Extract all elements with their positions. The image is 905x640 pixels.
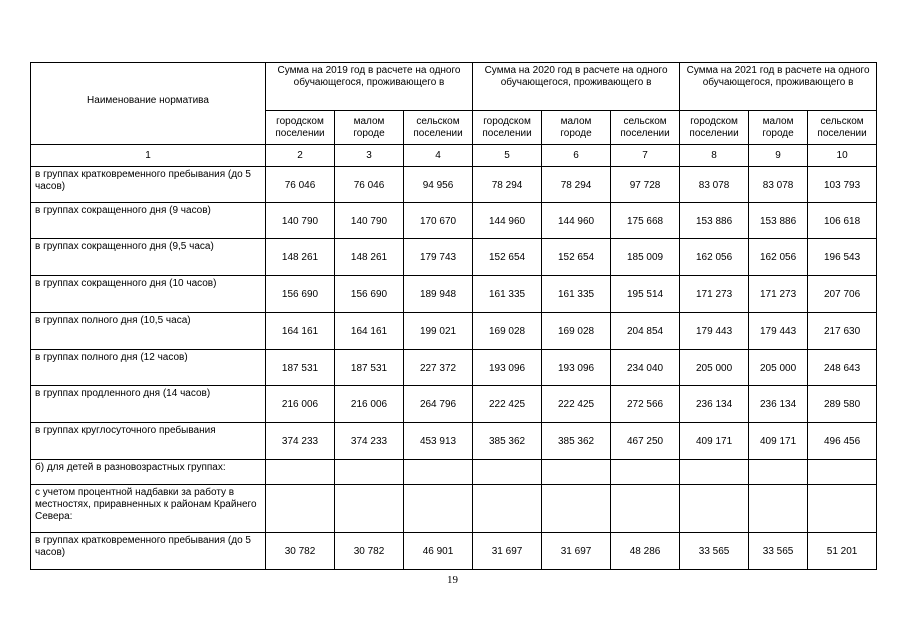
year-2021-header: Сумма на 2021 год в расчете на одного обучающегося, проживающего в [680,63,877,111]
value-cell: 171 273 [680,276,749,313]
value-cell: 222 425 [473,386,542,423]
value-cell: 453 913 [404,423,473,460]
row-label: в группах сокращенного дня (9,5 часа) [31,239,266,276]
table-row [31,239,877,276]
value-cell: 170 670 [404,203,473,239]
value-cell: 153 886 [680,203,749,239]
value-cell: 140 790 [266,203,335,239]
value-cell: 264 796 [404,386,473,423]
row-label: в группах полного дня (12 часов) [31,350,266,386]
subheader-cell: сельском поселении [404,111,473,145]
value-cell [473,485,542,533]
value-cell: 217 630 [808,313,877,350]
row-label: в группах продленного дня (14 часов) [31,386,266,423]
table-row [31,485,877,533]
value-cell [473,460,542,485]
value-cell: 144 960 [473,203,542,239]
value-cell: 409 171 [749,423,808,460]
value-cell: 195 514 [611,276,680,313]
row-label: в группах полного дня (10,5 часа) [31,313,266,350]
table-row [31,460,877,485]
table-row [31,386,877,423]
value-cell: 103 793 [808,167,877,203]
value-cell [404,485,473,533]
column-number: 9 [749,145,808,167]
row-label: в группах круглосуточного пребывания [31,423,266,460]
value-cell: 222 425 [542,386,611,423]
year-2020-header: Сумма на 2020 год в расчете на одного обучающегося, проживающего в [473,63,680,111]
value-cell: 164 161 [266,313,335,350]
value-cell: 30 782 [335,533,404,570]
value-cell: 205 000 [749,350,808,386]
column-number: 8 [680,145,749,167]
column-number: 5 [473,145,542,167]
column-number: 6 [542,145,611,167]
value-cell: 187 531 [335,350,404,386]
column-number-row [31,145,877,167]
value-cell: 189 948 [404,276,473,313]
value-cell: 78 294 [473,167,542,203]
value-cell: 234 040 [611,350,680,386]
value-cell: 236 134 [680,386,749,423]
value-cell: 161 335 [473,276,542,313]
value-cell: 161 335 [542,276,611,313]
column-number: 2 [266,145,335,167]
value-cell [542,485,611,533]
value-cell: 187 531 [266,350,335,386]
value-cell [680,485,749,533]
value-cell: 169 028 [473,313,542,350]
table-row [31,313,877,350]
value-cell [808,485,877,533]
value-cell: 204 854 [611,313,680,350]
value-cell [749,485,808,533]
page-number: 19 [447,574,458,586]
value-cell: 162 056 [680,239,749,276]
row-label: б) для детей в разновозрастных группах: [31,460,266,485]
norms-table [30,62,877,570]
subheader-cell: малом городе [542,111,611,145]
subheader-cell: малом городе [749,111,808,145]
value-cell [611,460,680,485]
value-cell: 156 690 [266,276,335,313]
table-row [31,423,877,460]
column-number: 1 [31,145,266,167]
value-cell [335,485,404,533]
value-cell: 152 654 [542,239,611,276]
value-cell: 179 743 [404,239,473,276]
column-number: 4 [404,145,473,167]
value-cell: 162 056 [749,239,808,276]
value-cell: 144 960 [542,203,611,239]
year-2019-header: Сумма на 2019 год в расчете на одного обучающегося, проживающего в [266,63,473,111]
value-cell: 409 171 [680,423,749,460]
value-cell: 76 046 [266,167,335,203]
value-cell: 148 261 [335,239,404,276]
value-cell [680,460,749,485]
value-cell: 83 078 [749,167,808,203]
column-number: 10 [808,145,877,167]
value-cell: 156 690 [335,276,404,313]
value-cell: 175 668 [611,203,680,239]
value-cell: 33 565 [749,533,808,570]
table-row [31,276,877,313]
value-cell: 385 362 [473,423,542,460]
subheader-cell: сельском поселении [611,111,680,145]
value-cell [808,460,877,485]
value-cell: 216 006 [266,386,335,423]
value-cell [266,460,335,485]
value-cell: 496 456 [808,423,877,460]
value-cell: 78 294 [542,167,611,203]
value-cell: 199 021 [404,313,473,350]
value-cell: 185 009 [611,239,680,276]
row-label: в группах сокращенного дня (10 часов) [31,276,266,313]
value-cell: 46 901 [404,533,473,570]
table-row [31,203,877,239]
value-cell: 152 654 [473,239,542,276]
value-cell: 48 286 [611,533,680,570]
subheader-cell: городском поселении [473,111,542,145]
value-cell: 171 273 [749,276,808,313]
value-cell [542,460,611,485]
value-cell: 31 697 [473,533,542,570]
value-cell: 148 261 [266,239,335,276]
value-cell: 31 697 [542,533,611,570]
value-cell: 272 566 [611,386,680,423]
value-cell: 236 134 [749,386,808,423]
row-label: в группах сокращенного дня (9 часов) [31,203,266,239]
value-cell: 289 580 [808,386,877,423]
header-row [31,63,877,111]
value-cell: 33 565 [680,533,749,570]
value-cell [749,460,808,485]
table-row [31,533,877,570]
value-cell: 153 886 [749,203,808,239]
table-body [31,167,877,570]
value-cell: 179 443 [749,313,808,350]
value-cell: 227 372 [404,350,473,386]
value-cell: 193 096 [473,350,542,386]
value-cell [404,460,473,485]
column-number: 3 [335,145,404,167]
value-cell: 169 028 [542,313,611,350]
subheader-cell: малом городе [335,111,404,145]
value-cell: 374 233 [335,423,404,460]
value-cell: 467 250 [611,423,680,460]
table-row [31,350,877,386]
value-cell: 164 161 [335,313,404,350]
value-cell: 140 790 [335,203,404,239]
value-cell: 216 006 [335,386,404,423]
value-cell [335,460,404,485]
row-label: в группах кратковременного пребывания (до 5 часов) [31,533,266,570]
value-cell: 385 362 [542,423,611,460]
value-cell: 179 443 [680,313,749,350]
value-cell [611,485,680,533]
value-cell: 205 000 [680,350,749,386]
value-cell: 51 201 [808,533,877,570]
value-cell: 83 078 [680,167,749,203]
value-cell: 193 096 [542,350,611,386]
value-cell: 374 233 [266,423,335,460]
table-row [31,167,877,203]
value-cell: 207 706 [808,276,877,313]
subheader-cell: городском поселении [266,111,335,145]
value-cell: 97 728 [611,167,680,203]
subheader-cell: городском поселении [680,111,749,145]
value-cell: 94 956 [404,167,473,203]
column-number: 7 [611,145,680,167]
row-label: в группах кратковременного пребывания (до 5 часов) [31,167,266,203]
value-cell: 76 046 [335,167,404,203]
value-cell [266,485,335,533]
name-column-header: Наименование норматива [31,63,266,145]
subheader-cell: сельском поселении [808,111,877,145]
value-cell: 30 782 [266,533,335,570]
value-cell: 106 618 [808,203,877,239]
value-cell: 196 543 [808,239,877,276]
row-label: с учетом процентной надбавки за работу в местностях, приравненных к районам Крайнего Севера: [31,485,266,533]
value-cell: 248 643 [808,350,877,386]
